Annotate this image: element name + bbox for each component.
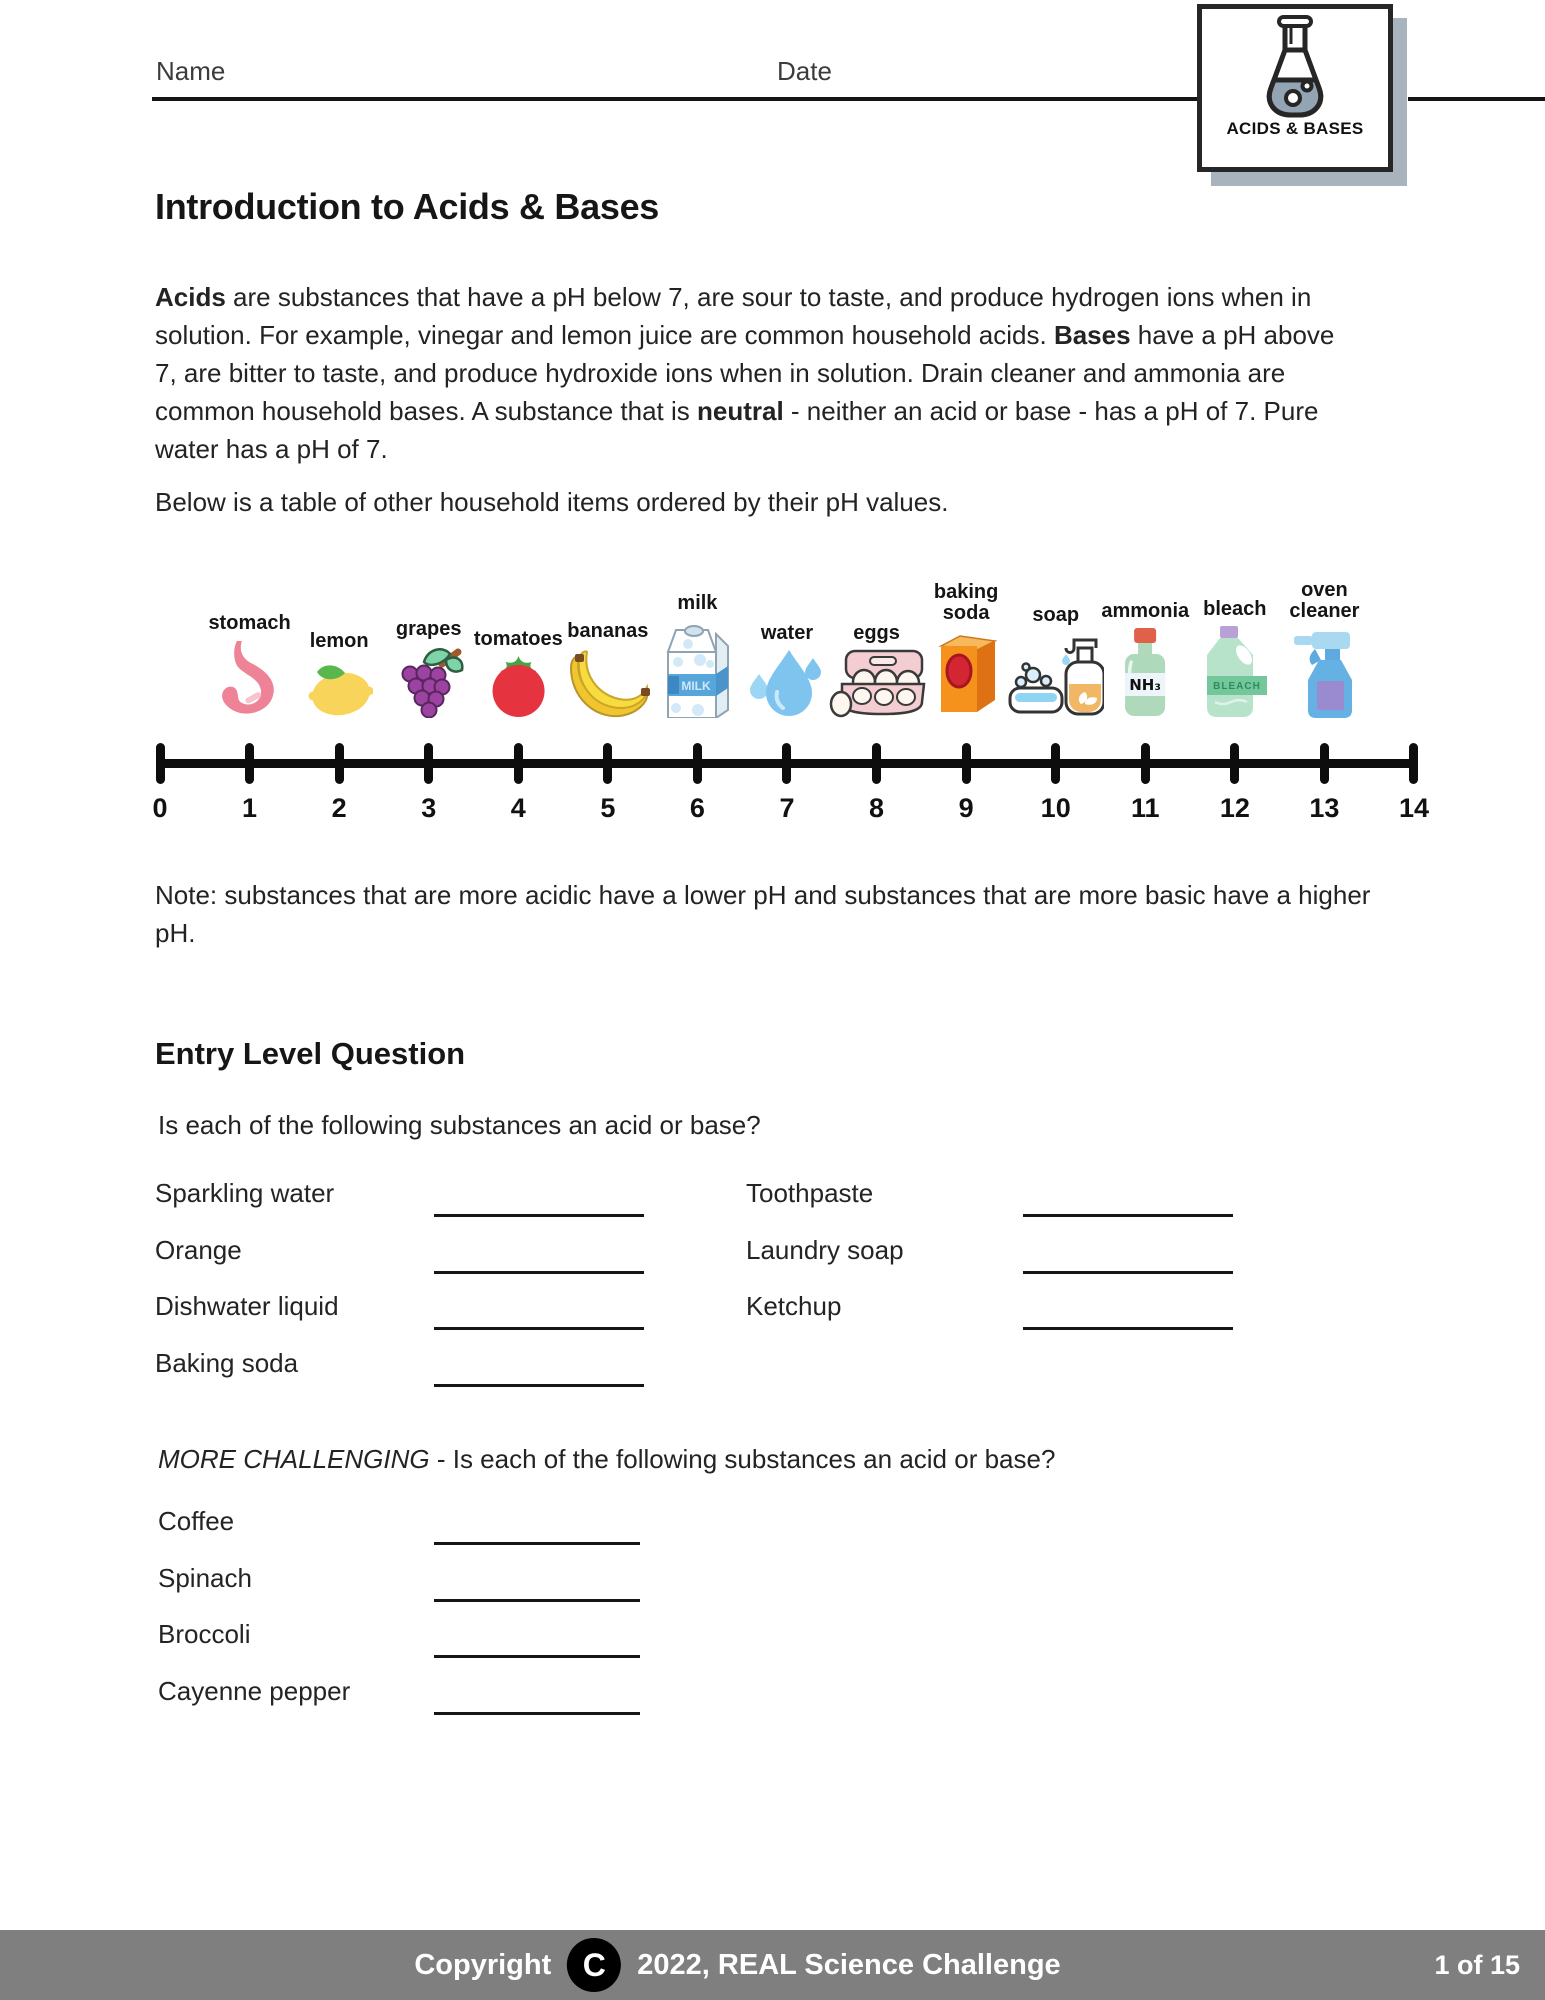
ph-tick bbox=[514, 743, 523, 784]
stomach-icon bbox=[211, 638, 289, 718]
ph-item-label: tomatoes bbox=[473, 628, 563, 651]
answer-blank-orange[interactable] bbox=[434, 1241, 644, 1274]
svg-text:MILK: MILK bbox=[681, 679, 712, 693]
ph-tick-label: 2 bbox=[331, 793, 347, 823]
entry-level-title: Entry Level Question bbox=[155, 1036, 466, 1071]
item-broccoli: Broccoli bbox=[158, 1619, 251, 1649]
ph-item-ammonia bbox=[1101, 601, 1189, 718]
ph-item-label: eggs bbox=[853, 622, 900, 645]
ph-tick-label: 4 bbox=[510, 793, 526, 823]
soap-dispenser-icon bbox=[1008, 630, 1104, 718]
footer-bar bbox=[0, 1930, 1545, 2000]
ph-tick bbox=[1320, 743, 1329, 784]
ph-item-label: oven cleaner bbox=[1289, 578, 1360, 623]
item-dishwater-liquid: Dishwater liquid bbox=[155, 1291, 339, 1321]
ph-item-label: stomach bbox=[208, 612, 291, 635]
ph-tick bbox=[245, 743, 254, 784]
answer-blank-coffee[interactable] bbox=[434, 1512, 640, 1545]
ph-tick bbox=[603, 743, 612, 784]
ph-item-label: soap bbox=[1032, 604, 1080, 627]
ph-tick-label: 7 bbox=[779, 793, 795, 823]
ph-tick bbox=[782, 743, 791, 784]
name-date-line[interactable] bbox=[152, 97, 1197, 101]
ph-item-water bbox=[747, 623, 827, 718]
ph-tick-label: 14 bbox=[1398, 793, 1429, 823]
grapes-icon bbox=[392, 644, 466, 718]
answer-blank-spinach[interactable] bbox=[434, 1569, 640, 1602]
ph-tick-label: 13 bbox=[1309, 793, 1340, 823]
water-drops-icon bbox=[747, 648, 827, 718]
copyright-post-text: 2022, REAL Science Challenge bbox=[637, 1948, 1061, 1981]
ph-tick-label: 8 bbox=[869, 793, 885, 823]
ph-tick bbox=[1051, 743, 1060, 784]
baking-soda-box-icon bbox=[933, 628, 999, 718]
ph-tick-label: 1 bbox=[242, 793, 258, 823]
footer-copyright bbox=[414, 1930, 1060, 2000]
bleach-jug-icon bbox=[1201, 624, 1269, 718]
ph-tick-label: 5 bbox=[600, 793, 616, 823]
page-number: 1 of 15 bbox=[1434, 1949, 1520, 1980]
answer-blank-baking-soda[interactable] bbox=[434, 1354, 644, 1387]
ph-item-oven-cleaner bbox=[1281, 580, 1367, 718]
item-orange: Orange bbox=[155, 1235, 242, 1265]
ph-tick-label: 0 bbox=[152, 793, 168, 823]
item-baking-soda: Baking soda bbox=[155, 1348, 299, 1378]
answer-blank-dishwater-liquid[interactable] bbox=[434, 1297, 644, 1330]
ph-item-label: milk bbox=[677, 592, 718, 615]
answer-blank-broccoli[interactable] bbox=[434, 1625, 640, 1658]
ph-tick bbox=[424, 743, 433, 784]
ph-item-grapes bbox=[392, 619, 466, 718]
svg-text:BLEACH: BLEACH bbox=[1213, 681, 1261, 692]
ph-item-label: ammonia bbox=[1101, 600, 1190, 623]
ph-item-milk bbox=[660, 593, 734, 718]
ph-tick-label: 6 bbox=[689, 793, 705, 823]
ph-tick bbox=[335, 743, 344, 784]
answer-blank-toothpaste[interactable] bbox=[1023, 1184, 1233, 1217]
lemon-icon bbox=[305, 656, 373, 718]
flask-icon bbox=[1249, 14, 1341, 118]
ph-tick bbox=[962, 743, 971, 784]
ph-tick bbox=[1230, 743, 1239, 784]
copyright-pre-text: Copyright bbox=[414, 1948, 552, 1981]
badge-label: ACIDS & BASES bbox=[1226, 119, 1364, 138]
date-label: Date bbox=[777, 56, 832, 86]
ph-tick bbox=[1409, 743, 1418, 784]
answer-blank-laundry-soap[interactable] bbox=[1023, 1241, 1233, 1274]
item-sparkling-water: Sparkling water bbox=[155, 1178, 335, 1208]
ph-item-lemon bbox=[305, 631, 373, 718]
table-caption: Below is a table of other household items ordered by their pH values. bbox=[155, 487, 949, 517]
bananas-icon bbox=[565, 646, 651, 718]
entry-question: Is each of the following substances an acid or base? bbox=[158, 1110, 761, 1140]
ph-item-label: bananas bbox=[567, 620, 649, 643]
svg-text:NH₃: NH₃ bbox=[1129, 676, 1162, 694]
milk-carton-icon bbox=[660, 618, 734, 718]
ph-item-eggs bbox=[828, 623, 926, 718]
page-title: Introduction to Acids & Bases bbox=[155, 186, 660, 227]
note-text: Note: substances that are more acidic have a lower pH and substances that are more basic have a higher pH. bbox=[155, 880, 1371, 948]
answer-blank-cayenne-pepper[interactable] bbox=[434, 1682, 640, 1715]
ph-item-label: lemon bbox=[309, 630, 369, 653]
answer-blank-ketchup[interactable] bbox=[1023, 1297, 1233, 1330]
ph-item-soap bbox=[1008, 605, 1104, 718]
ph-item-stomach bbox=[208, 613, 290, 718]
ph-tick-label: 11 bbox=[1130, 793, 1160, 823]
ph-tick-label: 12 bbox=[1219, 793, 1250, 823]
name-label: Name bbox=[156, 56, 226, 86]
ph-item-baking-soda bbox=[923, 582, 1009, 718]
ph-tick-label: 3 bbox=[421, 793, 437, 823]
ph-tick bbox=[156, 743, 165, 784]
copyright-icon: C bbox=[567, 1938, 621, 1992]
tomato-icon bbox=[486, 654, 550, 718]
item-toothpaste: Toothpaste bbox=[746, 1178, 874, 1208]
ph-item-tomatoes bbox=[474, 629, 563, 718]
intro-paragraph: Acids are substances that have a pH below 7, are sour to taste, and produce hydrogen ions when in solution. For example, vinegar and lemon juice are common household acids. Bases have a pH above 7, are bitter to taste, and produce hydroxide ions when in solution. Drain cleaner and ammonia are common household bases. A substance that is neutral - neither an acid or base - has a pH of 7. Pure water has a pH of 7. bbox=[155, 282, 1335, 464]
ph-item-label: baking soda bbox=[933, 580, 999, 625]
ph-tick bbox=[872, 743, 881, 784]
ph-tick-label: 9 bbox=[958, 793, 974, 823]
ph-item-label: grapes bbox=[395, 618, 462, 641]
item-ketchup: Ketchup bbox=[746, 1291, 842, 1321]
ph-scale-figure bbox=[0, 555, 1545, 845]
ph-item-label: bleach bbox=[1203, 598, 1267, 621]
item-cayenne-pepper: Cayenne pepper bbox=[158, 1676, 351, 1706]
ph-tick bbox=[1141, 743, 1150, 784]
item-spinach: Spinach bbox=[158, 1563, 252, 1593]
ammonia-bottle-icon bbox=[1116, 626, 1174, 718]
answer-blank-sparkling-water[interactable] bbox=[434, 1184, 644, 1217]
ph-item-bleach bbox=[1201, 599, 1269, 718]
eggs-carton-icon bbox=[828, 648, 926, 718]
ph-item-bananas bbox=[565, 621, 651, 718]
ph-item-label: water bbox=[760, 622, 814, 645]
header-line-right bbox=[1408, 97, 1545, 101]
item-coffee: Coffee bbox=[158, 1506, 235, 1536]
item-laundry-soap: Laundry soap bbox=[746, 1235, 904, 1265]
oven-cleaner-spray-icon bbox=[1288, 626, 1360, 718]
acids-bases-badge bbox=[1197, 4, 1393, 172]
ph-tick bbox=[693, 743, 702, 784]
ph-tick-label: 10 bbox=[1040, 793, 1071, 823]
more-challenging-question: MORE CHALLENGING - Is each of the following substances an acid or base? bbox=[158, 1444, 1056, 1474]
